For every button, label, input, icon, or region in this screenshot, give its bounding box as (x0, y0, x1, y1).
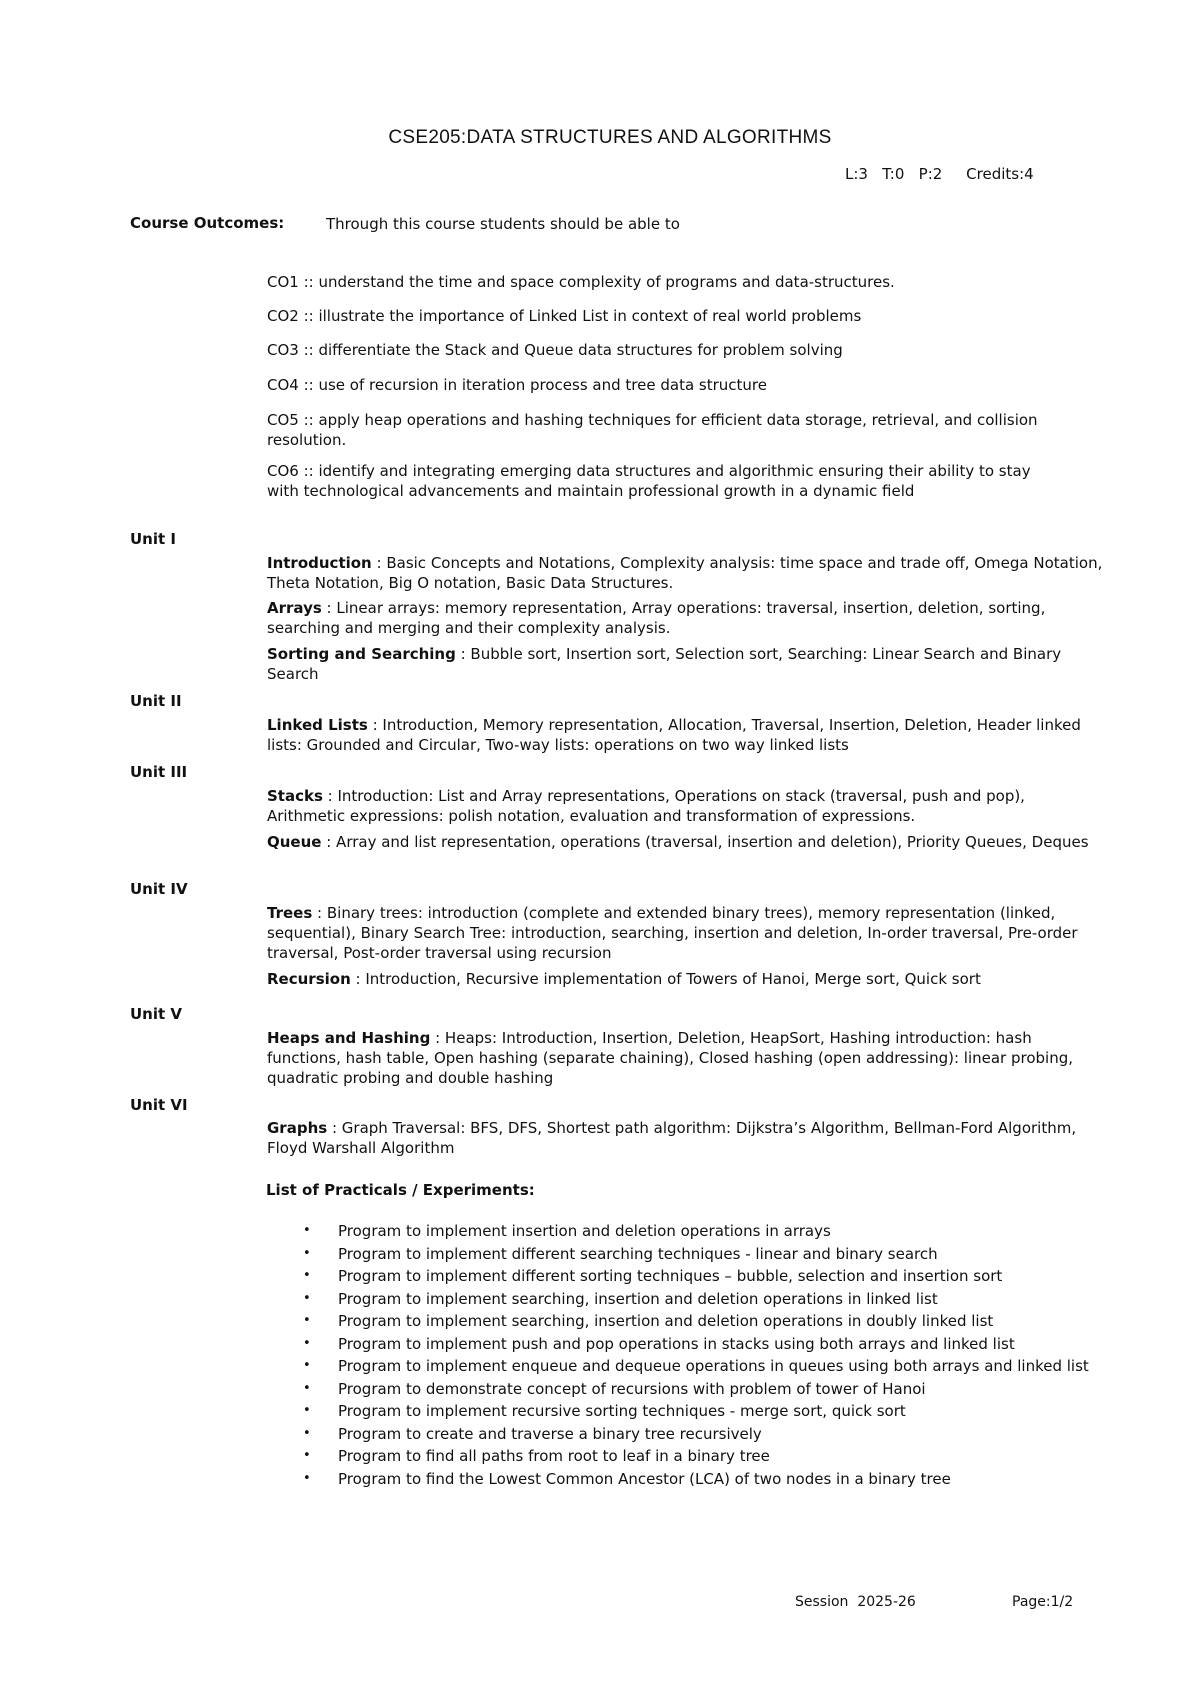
course-title: CSE205:DATA STRUCTURES AND ALGORITHMS (388, 127, 832, 148)
topic-queue (267, 832, 1107, 852)
list-item (298, 1310, 1098, 1333)
course-outcome-6: CO6 :: identify and integrating emerging data structures and algorithmic ensuring their ability to stay with technological advancements and maintain professional growth in a dynamic field (267, 462, 1031, 500)
topic-text: : Bubble sort, Insertion sort, Selection sort, Searching: Linear Search and Binary Search (267, 645, 1062, 683)
topic-heaps-hashing (267, 1028, 1107, 1088)
topic-title: Stacks (267, 787, 323, 805)
bullet-icon: • (303, 1290, 311, 1306)
topic-recursion (267, 969, 1107, 989)
bullet-icon: • (303, 1223, 311, 1238)
practical-text: Program to implement insertion and deletion operations in arrays (338, 1222, 831, 1240)
topic-text: : Introduction: List and Array representations, Operations on stack (traversal, push and pop), Arithmetic expressions: polish notation, evaluation and transformation of expressions. (267, 787, 1025, 825)
topic-title: Introduction (267, 554, 372, 572)
topic-sorting-searching (267, 644, 1107, 684)
topic-graphs (267, 1118, 1107, 1158)
practical-text: Program to implement recursive sorting techniques - merge sort, quick sort (338, 1402, 906, 1420)
list-item (298, 1423, 1098, 1446)
topic-stacks (267, 786, 1107, 826)
list-item (298, 1243, 1098, 1266)
list-item (298, 1220, 1098, 1243)
course-outcome-3: CO3 :: differentiate the Stack and Queue data structures for problem solving (267, 341, 843, 359)
topic-title: Queue (267, 833, 322, 851)
topic-text: : Introduction, Memory representation, Allocation, Traversal, Insertion, Deletion, Header linked lists: Grounded and Circular, Two-way lists: operations on two way linked lists (267, 716, 1081, 754)
course-outcomes-intro: Through this course students should be able to (326, 215, 680, 233)
course-outcome-4: CO4 :: use of recursion in iteration process and tree data structure (267, 376, 767, 394)
course-outcomes-heading: Course Outcomes: (130, 214, 285, 232)
course-outcome-1: CO1 :: understand the time and space complexity of programs and data-structures. (267, 273, 895, 291)
bullet-icon: • (303, 1380, 311, 1396)
topic-title: Trees (267, 904, 313, 922)
course-outcome-2: CO2 :: illustrate the importance of Linked List in context of real world problems (267, 307, 862, 325)
topic-title: Sorting and Searching (267, 645, 456, 663)
topic-text: : Heaps: Introduction, Insertion, Deletion, HeapSort, Hashing introduction: hash functions, hash table, Open hashing (separate chaining), Closed hashing (open addressing): linear probing, quadratic probing and double hashing (267, 1029, 1074, 1087)
unit-3-label: Unit III (130, 763, 188, 781)
list-item (298, 1333, 1098, 1356)
practical-text: Program to implement push and pop operations in stacks using both arrays and linked list (338, 1334, 1015, 1353)
practical-text: Program to find all paths from root to leaf in a binary tree (338, 1447, 770, 1465)
practical-text: Program to implement searching, insertion and deletion operations in doubly linked list (338, 1312, 994, 1330)
practical-text: Program to find the Lowest Common Ancestor (LCA) of two nodes in a binary tree (338, 1469, 951, 1488)
practical-text: Program to create and traverse a binary tree recursively (338, 1424, 762, 1443)
topic-text: : Array and list representation, operations (traversal, insertion and deletion), Priority Queues, Deques (321, 833, 1089, 851)
practical-text: Program to implement searching, insertion and deletion operations in linked list (338, 1289, 938, 1308)
list-item (298, 1445, 1098, 1468)
topic-text: : Graph Traversal: BFS, DFS, Shortest path algorithm: Dijkstra’s Algorithm, Bellman-Ford Algorithm, Floyd Warshall Algorithm (267, 1119, 1077, 1157)
list-item (298, 1355, 1098, 1378)
list-item (298, 1378, 1098, 1401)
list-item (298, 1400, 1098, 1423)
bullet-icon: • (303, 1358, 311, 1373)
unit-1-label: Unit I (130, 530, 176, 548)
footer-page-number: Page:1/2 (1012, 1594, 1074, 1610)
bullet-icon: • (303, 1268, 311, 1283)
topic-text: : Introduction, Recursive implementation of Towers of Hanoi, Merge sort, Quick sort (350, 970, 981, 988)
course-outcome-5: CO5 :: apply heap operations and hashing techniques for efficient data storage, retrieval, and collision resolution. (267, 411, 1038, 449)
topic-title: Linked Lists (267, 716, 368, 734)
topic-linked-lists (267, 715, 1107, 755)
list-item (298, 1265, 1098, 1288)
bullet-icon: • (303, 1245, 311, 1261)
topic-arrays (267, 598, 1107, 638)
unit-5-label: Unit V (130, 1005, 183, 1023)
practical-text: Program to implement different searching techniques - linear and binary search (338, 1244, 938, 1263)
practical-text: Program to implement enqueue and dequeue operations in queues using both arrays and linked list (338, 1357, 1089, 1375)
topic-title: Arrays (267, 599, 322, 617)
unit-2-label: Unit II (130, 692, 182, 710)
topic-trees (267, 903, 1107, 963)
topic-introduction (267, 553, 1107, 593)
topic-text: : Binary trees: introduction (complete and extended binary trees), memory representation (linked, sequential), Binary Search Tree: introduction, searching, insertion and deletion, In-order traversal, Pre-order traversal, Post-order traversal using recursion (267, 904, 1078, 962)
topic-text: : Linear arrays: memory representation, Array operations: traversal, insertion, deletion, sorting, searching and merging and their complexity analysis. (267, 599, 1046, 637)
topic-title: Graphs (267, 1119, 328, 1137)
bullet-icon: • (303, 1313, 311, 1328)
list-item (298, 1288, 1098, 1311)
list-item (298, 1468, 1098, 1491)
topic-title: Recursion (267, 970, 351, 988)
practicals-list (298, 1220, 1098, 1490)
bullet-icon: • (303, 1448, 311, 1463)
topic-text: : Basic Concepts and Notations, Complexity analysis: time space and trade off, Omega Notation, Theta Notation, Big O notation, Basic Data Structures. (267, 554, 1103, 592)
practical-text: Program to demonstrate concept of recursions with problem of tower of Hanoi (338, 1379, 926, 1398)
ltp-credits: L:3 T:0 P:2 Credits:4 (845, 165, 1034, 183)
unit-4-label: Unit IV (130, 880, 188, 898)
practicals-heading: List of Practicals / Experiments: (266, 1181, 535, 1199)
footer-session: Session 2025-26 (795, 1594, 916, 1610)
unit-6-label: Unit VI (130, 1096, 188, 1114)
topic-title: Heaps and Hashing (267, 1029, 431, 1047)
bullet-icon: • (303, 1335, 311, 1351)
bullet-icon: • (303, 1470, 311, 1486)
bullet-icon: • (303, 1403, 311, 1418)
practical-text: Program to implement different sorting techniques – bubble, selection and insertion sort (338, 1267, 1003, 1285)
bullet-icon: • (303, 1425, 311, 1441)
